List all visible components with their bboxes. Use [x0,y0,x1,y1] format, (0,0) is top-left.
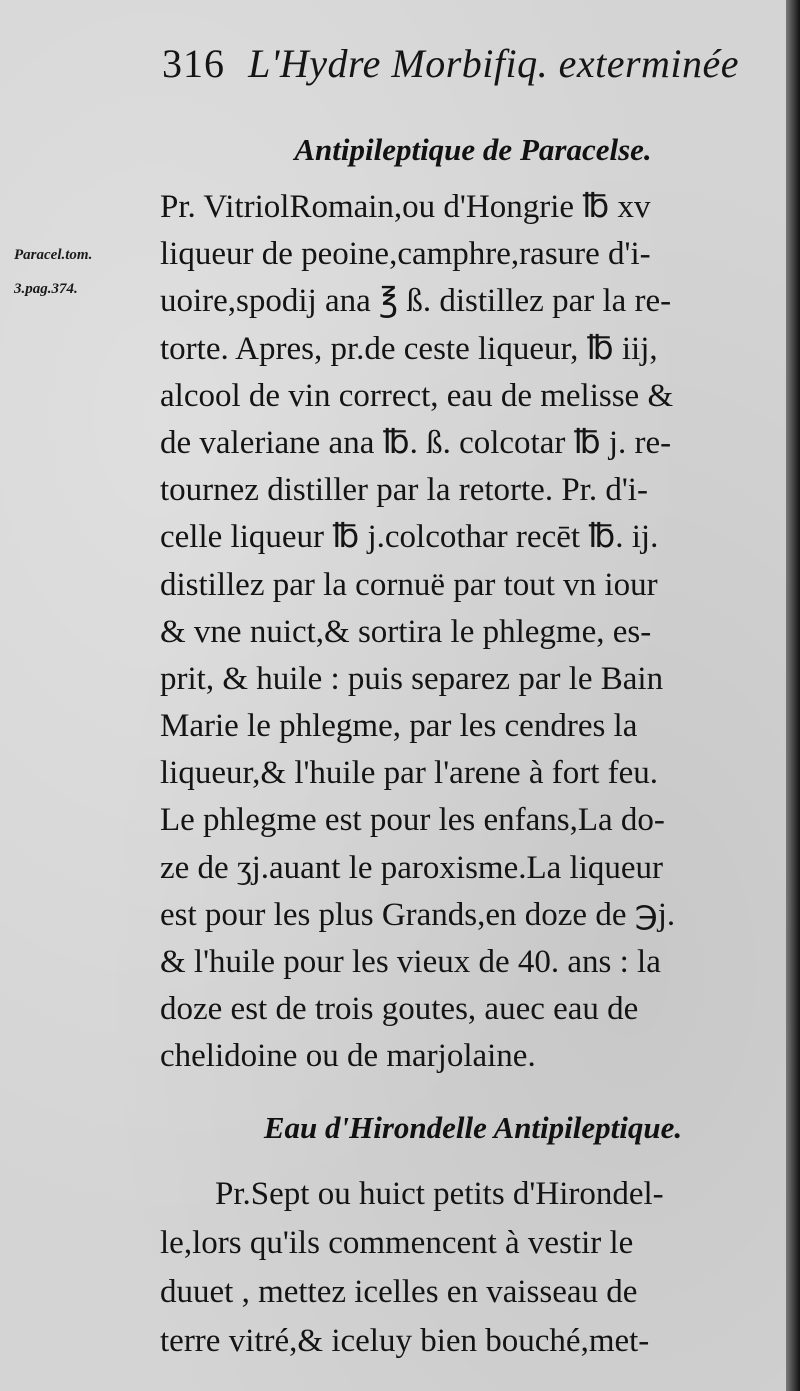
page-number: 316 [162,41,225,86]
text-line: est pour les plus Grands,en doze de ℈j. [160,896,676,933]
text-line: torte. Apres, pr.de ceste liqueur, ℔ iij, [160,330,658,367]
text-line: Pr.Sept ou huict petits d'Hirondel- [215,1176,664,1212]
text-line: duuet , mettez icelles en vaisseau de [160,1274,638,1310]
text-line: de valeriane ana ℔. ß. colcotar ℔ j. re- [160,424,672,461]
page-header [162,40,762,110]
section-body-antipileptique-paracelse [160,184,770,1081]
text-line: ze de ʒj.auant le paroxisme.La liqueur [160,849,664,886]
section-title-eau-hirondelle: Eau d'Hirondelle Antipileptique. [263,1110,683,1145]
text-line: Pr. VitriolRomain,ou d'Hongrie ℔ xv [160,189,651,225]
text-line: celle liqueur ℔ j.colcothar recēt ℔. ij. [160,519,659,556]
section-body-eau-hirondelle [160,1170,770,1366]
text-line: & vne nuict,& sortira le phlegme, es- [160,613,652,650]
text-line: liqueur de peoine,camphre,rasure d'i- [160,236,651,273]
text-line: chelidoine ou de marjolaine. [160,1038,536,1075]
section-title-antipileptique-paracelse: Antipileptique de Paracelse. [294,132,652,167]
running-title: L'Hydre Morbifiq. exterminée [248,41,740,86]
text-line: prit, & huile : puis separez par le Bain [160,660,664,697]
text-line: le,lors qu'ils commencent à vestir le [160,1225,634,1261]
text-line: doze est de trois goutes, auec eau de [160,991,639,1028]
text-line: alcool de vin correct, eau de melisse & [160,377,674,414]
text-line: liqueur,& l'huile par l'arene à fort feu. [160,755,659,792]
margin-note-line: Paracel.tom. [14,247,93,263]
text-line: tournez distiller par la retorte. Pr. d'i- [160,472,648,509]
text-line: Le phlegme est pour les enfans,La do- [160,802,665,839]
text-line: Marie le phlegme, par les cendres la [160,708,638,745]
page-edge-shadow [786,0,800,1391]
margin-note [14,238,162,306]
margin-note-line: 3.pag.374. [14,281,78,297]
text-line: distillez par la cornuë par tout vn iour [160,566,658,603]
text-line: & l'huile pour les vieux de 40. ans : la [160,944,661,980]
text-line: terre vitré,& iceluy bien bouché,met- [160,1323,650,1359]
text-line: uoire,spodij ana ℥ ß. distillez par la re- [160,283,672,320]
